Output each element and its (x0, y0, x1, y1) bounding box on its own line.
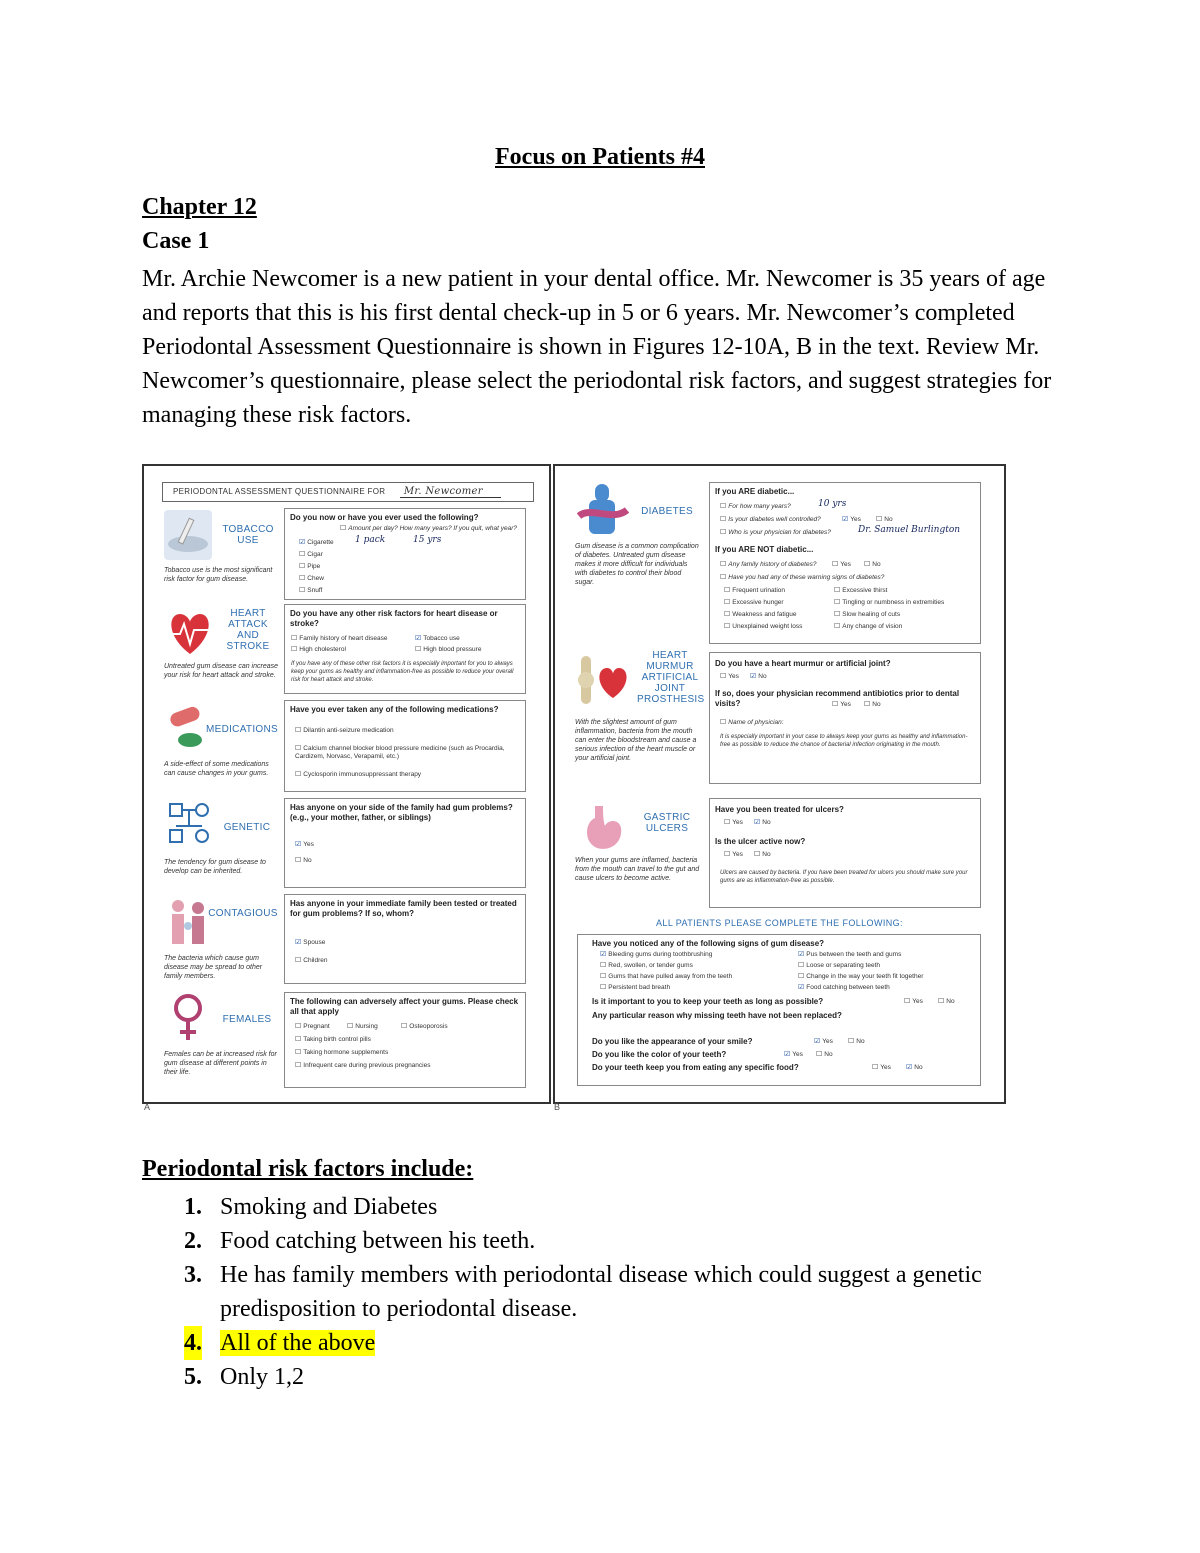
sign-bleeding-gums: ☑ Bleeding gums during toothbrushing (600, 951, 712, 959)
all-patients-heading: ALL PATIENTS PLEASE COMPLETE THE FOLLOWING: (656, 918, 903, 928)
question-box-contagious (284, 894, 526, 984)
questionnaire-header-label: PERIODONTAL ASSESSMENT QUESTIONNAIRE FOR (173, 487, 386, 496)
question-not-diabetic: If you ARE NOT diabetic... (715, 545, 814, 554)
option-cholesterol: ☐ High cholesterol (291, 646, 346, 654)
sign-bad-breath: ☐ Persistent bad breath (600, 984, 670, 992)
patient-name-handwritten: Mr. Newcomer (400, 486, 501, 498)
sign-tingling: ☐ Tingling or numbness in extremities (834, 599, 944, 607)
note-diabetes: Gum disease is a common complication of diabetes. Untreated gum disease makes it more difficult for individuals with diabetes to control their blood sugar. (575, 543, 699, 586)
option-pregnant: ☐ Pregnant (295, 1023, 330, 1031)
option-snuff: ☐ Snuff (299, 587, 322, 595)
category-contagious: CONTAGIOUS (208, 908, 278, 919)
handwritten-diabetes-years: 10 yrs (818, 499, 847, 509)
handwritten-physician: Dr. Samuel Burlington (858, 525, 961, 535)
sign-bite-change: ☐ Change in the way your teeth fit together (798, 973, 923, 981)
category-heart: HEART ATTACK AND STROKE (226, 608, 270, 652)
question-color: Do you like the color of your teeth? (592, 1050, 727, 1059)
question-smile: Do you like the appearance of your smile? (592, 1037, 753, 1046)
option-genetic-no: ☐ No (295, 857, 312, 865)
option-cyclosporin: ☐ Cyclosporin immunosuppressant therapy (295, 771, 515, 779)
questionnaire-header (162, 482, 534, 502)
handwritten-years: 15 yrs (413, 535, 442, 545)
category-medications: MEDICATIONS (205, 724, 278, 735)
category-females: FEMALES (222, 1014, 272, 1025)
category-gastric: GASTRIC ULCERS (643, 812, 691, 834)
diabetes-controlled-label: ☐ Is your diabetes well controlled? (720, 516, 821, 524)
family-tree-icon (166, 800, 212, 846)
list-item: 1. Smoking and Diabetes (184, 1194, 438, 1220)
question-box-all-patients (577, 934, 981, 1086)
question-contagious: Has anyone in your immediate family been tested or treated for gum problems? If so, whom? (290, 899, 517, 918)
question-box-heart-murmur (709, 652, 981, 784)
diabetes-family-no: ☐ No (864, 561, 881, 569)
sign-food-catching: ☑ Food catching between teeth (798, 984, 890, 992)
sign-loose-teeth: ☐ Loose or separating teeth (798, 962, 880, 970)
question-diabetic: If you ARE diabetic... (715, 487, 795, 496)
question-missing-teeth: Any particular reason why missing teeth have not been replaced? (592, 1011, 842, 1020)
sign-vision: ☐ Any change of vision (834, 623, 902, 631)
sign-slow-healing: ☐ Slow healing of cuts (834, 611, 900, 619)
sign-frequent-urination: ☐ Frequent urination (724, 587, 785, 595)
physician-name-label: ☐ Name of physician: (720, 719, 784, 727)
question-genetic: Has anyone on your side of the family had gum problems? (e.g., your mother, father, or siblings) (290, 803, 513, 822)
handwritten-amount: 1 pack (355, 535, 386, 545)
option-infrequent-care: ☐ Infrequent care during previous pregnancies (295, 1062, 430, 1070)
stomach-icon (577, 802, 629, 854)
option-nursing: ☐ Nursing (347, 1023, 378, 1031)
color-yes: ☑ Yes (784, 1051, 803, 1059)
smile-yes: ☑ Yes (814, 1038, 833, 1046)
question-box-genetic (284, 798, 526, 888)
question-heart-murmur: Do you have a heart murmur or artificial joint? (715, 659, 891, 668)
question-box-tobacco (284, 508, 526, 600)
heart-murmur-extra: It is especially important in your case to always keep your gums as healthy and inflammation-free as possible to reduce the chance of bacterial infection originating in the mouth. (720, 734, 968, 748)
note-genetic: The tendency for gum disease to develop can be inherited. (164, 859, 266, 875)
antibiotics-yes: ☐ Yes (832, 701, 851, 709)
diabetes-family-yes: ☐ Yes (832, 561, 851, 569)
option-dilantin: ☐ Dilantin anti-seizure medication (295, 727, 515, 735)
sign-excessive-thirst: ☐ Excessive thirst (834, 587, 887, 595)
question-box-heart (284, 604, 526, 694)
answer-text-highlighted: All of the above (220, 1330, 376, 1356)
option-family-heart: ☐ Family history of heart disease (291, 635, 387, 643)
antibiotics-no: ☐ No (864, 701, 881, 709)
female-symbol-icon (168, 992, 208, 1044)
eating-yes: ☐ Yes (872, 1064, 891, 1072)
option-cigarette: ☑ Cigarette (299, 539, 334, 547)
sign-receding-gums: ☐ Gums that have pulled away from the teeth (600, 973, 732, 981)
category-tobacco: TOBACCO USE (222, 524, 274, 546)
option-chew: ☐ Chew (299, 575, 324, 583)
option-birth-control: ☐ Taking birth control pills (295, 1036, 371, 1044)
diabetes-years-label: ☐ For how many years? (720, 503, 791, 511)
diabetes-physician-label: ☐ Who is your physician for diabetes? (720, 529, 831, 537)
keep-teeth-no: ☐ No (938, 998, 955, 1006)
question-eating: Do your teeth keep you from eating any specific food? (592, 1063, 799, 1072)
eating-no: ☑ No (906, 1064, 923, 1072)
risk-factors-heading: Periodontal risk factors include: (142, 1156, 474, 1182)
option-pipe: ☐ Pipe (299, 563, 320, 571)
option-genetic-yes: ☑ Yes (295, 841, 314, 849)
diabetes-family-label: ☐ Any family history of diabetes? (720, 561, 816, 569)
category-heart-murmur: HEART MURMUR ARTIFICIAL JOINT PROSTHESIS (637, 650, 705, 705)
list-item: 5. Only 1,2 (184, 1364, 304, 1390)
category-diabetes: DIABETES (641, 506, 693, 517)
answer-text: He has family members with periodontal disease which could suggest a genetic predisposition to periodontal disease. (220, 1262, 982, 1322)
question-signs: Have you noticed any of the following signs of gum disease? (592, 939, 825, 948)
ulcers-no: ☑ No (754, 819, 771, 827)
figure-a-label: A (144, 1102, 151, 1112)
diabetes-controlled-yes: ☑ Yes (842, 516, 861, 524)
joint-heart-icon (575, 652, 631, 708)
tobacco-columns: ☐ Amount per day? How many years? If you quit, what year? (340, 525, 517, 533)
heart-murmur-yes: ☐ Yes (720, 673, 739, 681)
sign-weight-loss: ☐ Unexplained weight loss (724, 623, 802, 631)
questionnaire-figure-a (142, 464, 551, 1104)
option-blood-pressure: ☐ High blood pressure (415, 646, 481, 654)
question-box-diabetes (709, 482, 981, 644)
gastric-extra: Ulcers are caused by bacteria. If you have been treated for ulcers you should make sure your gums are as inflammation-free as possible. (720, 870, 968, 884)
question-ulcers: Have you been treated for ulcers? (715, 805, 844, 814)
answer-text: Only 1,2 (220, 1364, 304, 1390)
option-cigar: ☐ Cigar (299, 551, 323, 559)
option-tobacco-use: ☑ Tobacco use (415, 635, 460, 643)
heart-icon (164, 606, 216, 658)
ulcer-active-yes: ☐ Yes (724, 851, 743, 859)
question-box-females (284, 992, 526, 1088)
sign-red-gums: ☐ Red, swollen, or tender gums (600, 962, 693, 970)
case-description: Mr. Archie Newcomer is a new patient in your dental office. Mr. Newcomer is 35 years of age and reports that this is his first dental check-up in 5 or 6 years. Mr. Newcomer’s completed Periodontal Assessment Questionnaire is shown in Figures 12-10A, B in the text. Review Mr. Newcomer’s questionnaire, please select the periodontal risk factors, and suggest strategies for managing these risk factors. (142, 266, 1052, 428)
document-title: Focus on Patients #4 (495, 144, 705, 170)
family-people-icon (164, 896, 214, 948)
note-gastric: When your gums are inflamed, bacteria from the mouth can travel to the gut and cause ulcers to become active. (575, 857, 700, 882)
sign-pus: ☑ Pus between the teeth and gums (798, 951, 901, 959)
answer-text: Smoking and Diabetes (220, 1194, 438, 1220)
questionnaire-figure-b (553, 464, 1006, 1104)
option-osteoporosis: ☐ Osteoporosis (401, 1023, 448, 1031)
question-antibiotics: If so, does your physician recommend antibiotics prior to dental visits? (715, 689, 960, 708)
list-item: 3. He has family members with periodontal disease which could suggest a genetic predisposition to periodontal disease. (184, 1262, 982, 1322)
note-contagious: The bacteria which cause gum disease may be spread to other family members. (164, 955, 263, 980)
heart-extra-note: If you have any of these other risk factors it is especially important for you to always keep your gums as healthy and inflammation-free as possible to reduce your overall risk for heart attack and stroke. (291, 661, 514, 683)
question-heart: Do you have any other risk factors for heart disease or stroke? (290, 609, 498, 628)
answer-text: Food catching between his teeth. (220, 1228, 536, 1254)
list-item: 2. Food catching between his teeth. (184, 1228, 536, 1254)
case-heading: Case 1 (142, 228, 210, 254)
question-box-medications (284, 700, 526, 792)
heart-murmur-no: ☑ No (750, 673, 767, 681)
ulcer-active-no: ☐ No (754, 851, 771, 859)
keep-teeth-yes: ☐ Yes (904, 998, 923, 1006)
question-tobacco: Do you now or have you ever used the following? (290, 513, 479, 522)
note-females: Females can be at increased risk for gum disease at different points in their life. (164, 1051, 277, 1076)
question-box-gastric (709, 798, 981, 908)
note-heart-murmur: With the slightest amount of gum inflammation, bacteria from the mouth can enter the bloodstream and cause a serious infection of the heart muscle or your artificial joint. (575, 719, 697, 762)
question-keep-teeth: Is it important to you to keep your teeth as long as possible? (592, 997, 824, 1006)
sign-excessive-hunger: ☐ Excessive hunger (724, 599, 784, 607)
diabetes-controlled-no: ☐ No (876, 516, 893, 524)
question-ulcer-active: Is the ulcer active now? (715, 837, 806, 846)
note-heart: Untreated gum disease can increase your risk for heart attack and stroke. (164, 663, 279, 679)
question-medications: Have you ever taken any of the following medications? (290, 705, 499, 714)
sign-weakness: ☐ Weakness and fatigue (724, 611, 796, 619)
color-no: ☐ No (816, 1051, 833, 1059)
note-medications: A side-effect of some medications can cause changes in your gums. (164, 761, 269, 777)
diabetes-warning-label: ☐ Have you had any of these warning signs of diabetes? (720, 574, 884, 582)
list-item: 4. All of the above (142, 1326, 1042, 1360)
category-genetic: GENETIC (223, 822, 271, 833)
pancreas-icon (577, 482, 629, 538)
risk-factor-list (142, 1190, 1042, 1394)
option-calcium-blocker: ☐ Calcium channel blocker blood pressure medicine (such as Procardia, Cardizem, Norvasc, Verapamil, etc.) (295, 745, 515, 761)
chapter-heading: Chapter 12 (142, 194, 257, 220)
question-females: The following can adversely affect your gums. Please check all that apply (290, 997, 519, 1016)
note-tobacco: Tobacco use is the most significant risk factor for gum disease. (164, 567, 273, 583)
figure-b-label: B (554, 1102, 561, 1112)
smile-no: ☐ No (848, 1038, 865, 1046)
option-children: ☐ Children (295, 957, 328, 965)
tobacco-icon (164, 510, 212, 560)
option-spouse: ☑ Spouse (295, 939, 325, 947)
ulcers-yes: ☐ Yes (724, 819, 743, 827)
option-hormones: ☐ Taking hormone supplements (295, 1049, 388, 1057)
